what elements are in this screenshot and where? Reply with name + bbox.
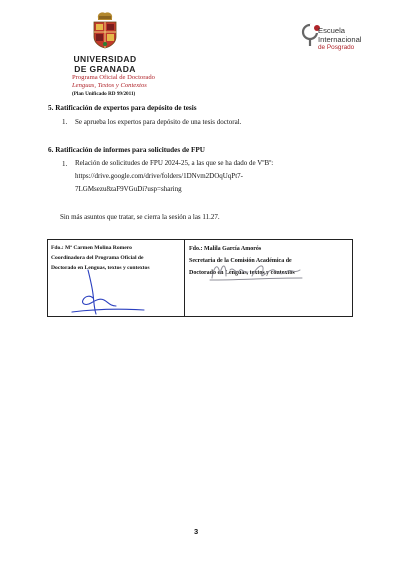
list-item [62, 118, 241, 126]
signer-right-role: Secretaria de la Comisión Académica de [189, 258, 292, 264]
signer-left-name: Fdo.: Mª Carmen Molina Romero [51, 245, 132, 251]
list-item-number: 1. [62, 160, 68, 168]
page-number: 3 [194, 527, 199, 536]
university-name-line1: UNIVERSIDAD [73, 54, 137, 64]
signer-left-program: Doctorado en Lenguas, textos y contextos [51, 265, 150, 271]
school-name-line3: de Posgrado [318, 44, 355, 52]
handwritten-signature-right [208, 258, 304, 284]
signer-right-program: Doctorado en Lenguas, textos y contextos [189, 270, 295, 276]
table-divider [184, 240, 185, 316]
section-heading-5: 5. Ratificación de expertos para depósito de tesis [48, 104, 197, 112]
fpu-link-part1[interactable]: https://drive.google.com/drive/folders/1DNvm2DOqUqPt7- [75, 172, 243, 180]
fpu-text: Relación de solicitudes de FPU 2024-25, a las que se ha dado de VºBº: [75, 159, 274, 167]
school-logo [300, 20, 390, 62]
program-code: (Plan Unificado RD 99/2011) [72, 91, 136, 98]
handwritten-signature-left [66, 268, 146, 318]
school-name-line1: Escuela [318, 26, 346, 35]
university-crest-icon [88, 10, 122, 50]
signer-right-name: Fdo.: Malila García Amorós [189, 246, 262, 252]
university-name-line2: DE GRANADA [74, 64, 136, 74]
signature-table [47, 239, 353, 317]
program-title: Programa Oficial de Doctorado [72, 74, 155, 81]
fpu-link-part2[interactable]: 7LGMsezu8zaF9VGuDi?usp=sharing [75, 185, 182, 193]
list-item-text: Se aprueba los expertos para depósito de una tesis doctoral. [75, 118, 242, 126]
program-subtitle: Lenguas, Textos y Contextos [72, 82, 147, 90]
school-name-line2: Internacional [318, 34, 362, 44]
closing-statement: Sin más asuntos que tratar, se cierra la sesión a las 11.27. [60, 213, 220, 221]
section-heading-6: 6. Ratificación de informes para solicitudes de FPU [48, 146, 205, 154]
fpu-paragraph [75, 157, 361, 196]
signer-left-role: Coordinadora del Programa Oficial de [51, 255, 144, 261]
university-name [60, 54, 150, 74]
list-item-number: 1. [62, 118, 68, 126]
program-info [72, 74, 155, 99]
